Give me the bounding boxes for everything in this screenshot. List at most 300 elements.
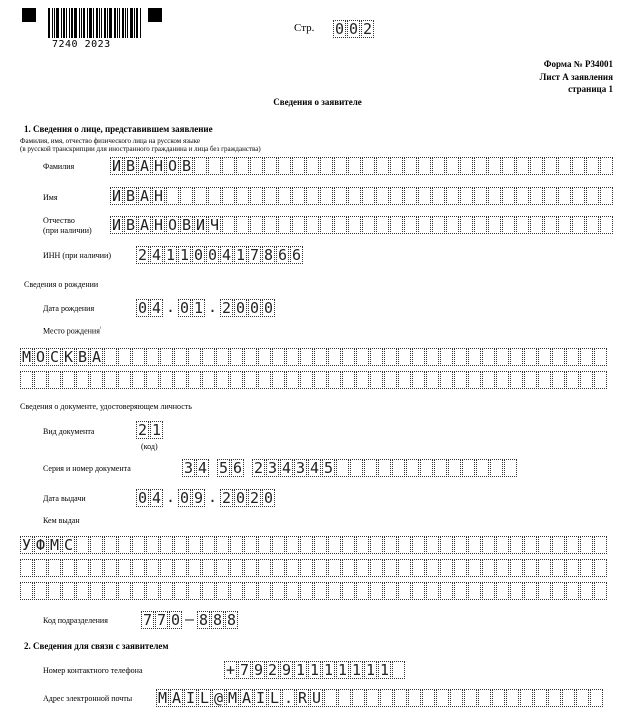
char-cell: L — [199, 689, 210, 707]
phone-label: Номер контактного телефона — [43, 666, 143, 675]
char-cell — [174, 536, 187, 554]
char-cell — [412, 559, 425, 577]
char-cell — [202, 371, 215, 389]
char-cell: 2 — [362, 20, 373, 38]
char-cell — [566, 536, 579, 554]
char-cell — [236, 157, 249, 175]
char-cell — [230, 348, 243, 366]
char-cell: А — [91, 348, 102, 366]
char-cell — [328, 582, 341, 600]
char-cell — [440, 371, 453, 389]
char-cell — [468, 536, 481, 554]
char-cell — [580, 582, 593, 600]
char-cell: 6 — [277, 246, 288, 264]
issued-by-label: Кем выдан — [43, 516, 80, 525]
char-cell — [90, 559, 103, 577]
char-cell — [328, 559, 341, 577]
char-cell: 2 — [137, 421, 148, 439]
char-cell: 2 — [267, 661, 278, 679]
char-cell — [406, 459, 419, 477]
barcode-bar — [114, 8, 116, 38]
char-cell — [446, 157, 459, 175]
birth-place-field-2[interactable] — [20, 371, 608, 389]
char-cell — [440, 536, 453, 554]
char-cell — [264, 157, 277, 175]
page-title: Сведения о заявителе — [273, 97, 362, 107]
doc-series-label: Серия и номер документа — [43, 464, 131, 473]
char-cell — [362, 187, 375, 205]
char-cell — [306, 157, 319, 175]
char-cell — [160, 582, 173, 600]
char-cell — [146, 371, 159, 389]
char-cell — [352, 689, 365, 707]
char-cell — [580, 371, 593, 389]
char-cell — [524, 582, 537, 600]
char-cell — [174, 559, 187, 577]
date-dot: . — [165, 298, 176, 316]
char-cell — [482, 536, 495, 554]
char-cell — [378, 459, 391, 477]
char-cell — [20, 371, 33, 389]
char-cell: В — [125, 216, 136, 234]
barcode-bar — [87, 8, 88, 38]
char-cell — [278, 216, 291, 234]
char-cell — [292, 216, 305, 234]
char-cell — [348, 157, 361, 175]
email-field[interactable] — [156, 689, 604, 707]
char-cell — [476, 459, 489, 477]
char-cell: 2 — [137, 246, 148, 264]
char-cell — [450, 689, 463, 707]
doc-series-field[interactable] — [182, 459, 518, 477]
char-cell — [334, 157, 347, 175]
char-cell — [376, 216, 389, 234]
char-cell — [552, 371, 565, 389]
section1-title: 1. Сведения о лице, представившем заявление — [24, 124, 213, 134]
char-cell — [538, 559, 551, 577]
id-doc-label: Сведения о документе, удостоверяющем личность — [20, 402, 192, 411]
char-cell — [468, 348, 481, 366]
barcode-bar — [99, 8, 100, 38]
char-cell — [306, 187, 319, 205]
barcode-bar — [119, 8, 120, 38]
char-cell: 1 — [295, 661, 306, 679]
char-cell — [398, 348, 411, 366]
char-cell: Н — [153, 157, 164, 175]
char-cell — [392, 661, 405, 679]
char-cell — [356, 536, 369, 554]
char-cell — [580, 348, 593, 366]
patronymic-field[interactable] — [110, 216, 614, 234]
barcode-bar — [136, 8, 138, 38]
char-cell — [552, 536, 565, 554]
char-cell: М — [49, 536, 60, 554]
char-cell — [336, 459, 349, 477]
char-cell — [258, 582, 271, 600]
barcode-bar — [48, 8, 50, 38]
char-cell — [482, 559, 495, 577]
char-cell — [258, 559, 271, 577]
char-cell: А — [139, 187, 150, 205]
char-cell — [314, 536, 327, 554]
char-cell: 7 — [249, 246, 260, 264]
char-cell — [202, 559, 215, 577]
char-cell: 0 — [348, 20, 359, 38]
char-cell — [62, 559, 75, 577]
char-cell — [464, 689, 477, 707]
char-cell — [250, 157, 263, 175]
char-cell — [202, 536, 215, 554]
char-cell: M — [227, 689, 238, 707]
char-cell — [504, 459, 517, 477]
barcode-bar — [81, 8, 82, 38]
char-cell: 1 — [351, 661, 362, 679]
char-cell — [286, 348, 299, 366]
char-cell — [272, 559, 285, 577]
inn-field[interactable] — [136, 246, 304, 264]
char-cell — [334, 216, 347, 234]
char-cell — [566, 559, 579, 577]
char-cell — [520, 689, 533, 707]
dept-code-field[interactable] — [141, 611, 239, 629]
char-cell — [594, 371, 607, 389]
char-cell: 3 — [183, 459, 194, 477]
char-cell — [356, 559, 369, 577]
char-cell — [496, 582, 509, 600]
char-cell: 7 — [239, 661, 250, 679]
barcode-bar — [63, 8, 65, 38]
char-cell — [426, 536, 439, 554]
name-field[interactable] — [110, 187, 614, 205]
char-cell: 4 — [151, 489, 162, 507]
char-cell — [342, 348, 355, 366]
char-cell — [440, 348, 453, 366]
char-cell: 0 — [170, 611, 181, 629]
char-cell: У — [21, 536, 32, 554]
char-cell — [118, 559, 131, 577]
barcode-bar — [130, 8, 133, 38]
char-cell: I — [185, 689, 196, 707]
char-cell — [384, 348, 397, 366]
char-cell — [594, 348, 607, 366]
char-cell: 8 — [226, 611, 237, 629]
char-cell: С — [63, 536, 74, 554]
char-cell — [384, 371, 397, 389]
char-cell — [420, 459, 433, 477]
char-cell — [244, 536, 257, 554]
issued-by-field[interactable] — [20, 536, 608, 554]
char-cell — [104, 559, 117, 577]
char-cell — [580, 536, 593, 554]
char-cell — [34, 371, 47, 389]
char-cell — [180, 187, 193, 205]
char-cell — [474, 216, 487, 234]
barcode-bar — [54, 8, 55, 38]
char-cell — [132, 536, 145, 554]
char-cell — [160, 536, 173, 554]
char-cell — [496, 536, 509, 554]
date-dot: . — [207, 298, 218, 316]
char-cell — [390, 157, 403, 175]
barcode-bar — [93, 8, 94, 38]
char-cell: 2 — [221, 489, 232, 507]
char-cell: О — [167, 157, 178, 175]
char-cell: И — [111, 216, 122, 234]
char-cell: L — [269, 689, 280, 707]
char-cell — [320, 187, 333, 205]
doc-type-field[interactable] — [136, 421, 164, 439]
char-cell — [362, 157, 375, 175]
char-cell — [76, 536, 89, 554]
char-cell — [502, 216, 515, 234]
char-cell: 2 — [221, 299, 232, 317]
char-cell: I — [255, 689, 266, 707]
char-cell — [510, 348, 523, 366]
char-cell — [216, 371, 229, 389]
char-cell: 5 — [218, 459, 229, 477]
char-cell — [174, 371, 187, 389]
char-cell — [390, 187, 403, 205]
char-cell — [146, 582, 159, 600]
char-cell — [356, 371, 369, 389]
char-cell — [370, 536, 383, 554]
char-cell: 0 — [193, 246, 204, 264]
char-cell: 9 — [253, 661, 264, 679]
char-cell — [350, 459, 363, 477]
char-cell — [462, 459, 475, 477]
char-cell — [244, 371, 257, 389]
char-cell — [258, 348, 271, 366]
char-cell — [258, 371, 271, 389]
patronymic-label: Отчество — [43, 216, 75, 225]
char-cell: 0 — [137, 489, 148, 507]
char-cell — [496, 559, 509, 577]
char-cell — [432, 216, 445, 234]
dept-code-dash: – — [184, 610, 195, 628]
char-cell — [188, 348, 201, 366]
char-cell — [34, 559, 47, 577]
char-cell — [538, 371, 551, 389]
char-cell — [250, 216, 263, 234]
barcode-number: 7240 2023 — [52, 39, 111, 50]
char-cell — [580, 559, 593, 577]
char-cell — [394, 689, 407, 707]
char-cell — [160, 371, 173, 389]
char-cell — [552, 348, 565, 366]
char-cell — [506, 689, 519, 707]
char-cell — [300, 536, 313, 554]
char-cell — [292, 157, 305, 175]
char-cell — [510, 536, 523, 554]
barcode-bar — [96, 8, 98, 38]
char-cell: U — [311, 689, 322, 707]
char-cell — [174, 348, 187, 366]
char-cell — [490, 459, 503, 477]
char-cell — [404, 157, 417, 175]
barcode-bar — [74, 8, 77, 38]
char-cell — [412, 582, 425, 600]
barcode-bar — [127, 8, 128, 38]
char-cell — [600, 157, 613, 175]
char-cell — [412, 536, 425, 554]
char-cell — [20, 559, 33, 577]
char-cell: 6 — [291, 246, 302, 264]
char-cell: 1 — [337, 661, 348, 679]
char-cell — [492, 689, 505, 707]
char-cell: 7 — [142, 611, 153, 629]
char-cell — [586, 187, 599, 205]
char-cell — [454, 371, 467, 389]
char-cell — [530, 216, 543, 234]
barcode-bar — [104, 8, 106, 38]
char-cell — [448, 459, 461, 477]
char-cell — [194, 187, 207, 205]
page-number-cells — [333, 20, 375, 38]
char-cell: A — [171, 689, 182, 707]
char-cell: В — [125, 157, 136, 175]
surname-field[interactable] — [110, 157, 614, 175]
char-cell: 1 — [235, 246, 246, 264]
char-cell: 9 — [281, 661, 292, 679]
page-label: Стр. — [294, 22, 315, 34]
char-cell — [594, 536, 607, 554]
barcode-bar — [69, 8, 70, 38]
char-cell — [104, 582, 117, 600]
char-cell: 8 — [263, 246, 274, 264]
char-cell — [272, 371, 285, 389]
issued-by-field-3[interactable] — [20, 582, 608, 600]
barcode-bar — [125, 8, 126, 38]
char-cell: @ — [213, 689, 224, 707]
char-cell — [300, 559, 313, 577]
char-cell: 2 — [253, 459, 264, 477]
char-cell — [460, 157, 473, 175]
char-cell — [166, 187, 179, 205]
phone-field[interactable] — [224, 661, 406, 679]
char-cell: И — [111, 187, 122, 205]
char-cell — [278, 187, 291, 205]
char-cell — [118, 348, 131, 366]
char-cell: 5 — [323, 459, 334, 477]
char-cell — [426, 582, 439, 600]
char-cell — [76, 559, 89, 577]
patronymic-note: (при наличии) — [43, 226, 92, 235]
char-cell — [188, 559, 201, 577]
char-cell: В — [77, 348, 88, 366]
issued-by-field-2[interactable] — [20, 559, 608, 577]
char-cell: М — [21, 348, 32, 366]
birth-place-field[interactable] — [20, 348, 608, 366]
dept-code-label: Код подразделения — [43, 616, 108, 625]
char-cell — [482, 371, 495, 389]
char-cell — [76, 582, 89, 600]
char-cell — [216, 582, 229, 600]
char-cell — [356, 348, 369, 366]
char-cell — [446, 216, 459, 234]
name-label: Имя — [43, 193, 58, 202]
char-cell: 0 — [179, 489, 190, 507]
char-cell — [314, 582, 327, 600]
char-cell — [384, 582, 397, 600]
char-cell — [188, 371, 201, 389]
char-cell — [432, 157, 445, 175]
char-cell — [566, 371, 579, 389]
char-cell — [292, 187, 305, 205]
char-cell — [146, 559, 159, 577]
char-cell — [300, 348, 313, 366]
char-cell — [48, 559, 61, 577]
char-cell — [422, 689, 435, 707]
char-cell: Ч — [209, 216, 220, 234]
char-cell — [230, 371, 243, 389]
char-cell — [558, 157, 571, 175]
char-cell — [482, 348, 495, 366]
char-cell — [272, 536, 285, 554]
char-cell — [320, 157, 333, 175]
char-cell — [174, 582, 187, 600]
char-cell — [370, 371, 383, 389]
char-cell — [488, 216, 501, 234]
char-cell: 3 — [267, 459, 278, 477]
char-cell — [516, 187, 529, 205]
char-cell — [474, 187, 487, 205]
char-cell — [460, 216, 473, 234]
char-cell — [384, 536, 397, 554]
char-cell — [104, 371, 117, 389]
char-cell — [502, 157, 515, 175]
char-cell — [286, 582, 299, 600]
char-cell: 9 — [193, 489, 204, 507]
char-cell — [342, 371, 355, 389]
char-cell — [418, 216, 431, 234]
char-cell — [530, 187, 543, 205]
char-cell — [502, 187, 515, 205]
char-cell: О — [35, 348, 46, 366]
char-cell: О — [167, 216, 178, 234]
char-cell — [264, 216, 277, 234]
barcode-bar — [109, 8, 112, 38]
char-cell — [76, 371, 89, 389]
char-cell — [272, 582, 285, 600]
barcode-bar — [101, 8, 102, 38]
char-cell — [516, 216, 529, 234]
barcode-bar — [83, 8, 85, 38]
char-cell — [306, 216, 319, 234]
char-cell — [586, 216, 599, 234]
char-cell — [412, 348, 425, 366]
char-cell: 4 — [309, 459, 320, 477]
char-cell — [146, 536, 159, 554]
char-cell — [230, 582, 243, 600]
char-cell: 4 — [281, 459, 292, 477]
char-cell — [558, 216, 571, 234]
char-cell — [20, 582, 33, 600]
fio-note-2: (в русской транскрипции для иностранного гражданина и лица без гражданства) — [20, 145, 261, 153]
char-cell: 0 — [263, 299, 274, 317]
char-cell: 0 — [179, 299, 190, 317]
char-cell: В — [181, 216, 192, 234]
corner-marker-left — [22, 8, 36, 22]
char-cell — [548, 689, 561, 707]
char-cell — [440, 559, 453, 577]
char-cell — [384, 559, 397, 577]
birth-info-label: Сведения о рождении — [24, 280, 99, 289]
char-cell — [524, 559, 537, 577]
barcode-bar — [117, 8, 118, 38]
issue-date-field[interactable] — [136, 489, 276, 507]
birth-date-field[interactable] — [136, 299, 276, 317]
char-cell — [454, 536, 467, 554]
